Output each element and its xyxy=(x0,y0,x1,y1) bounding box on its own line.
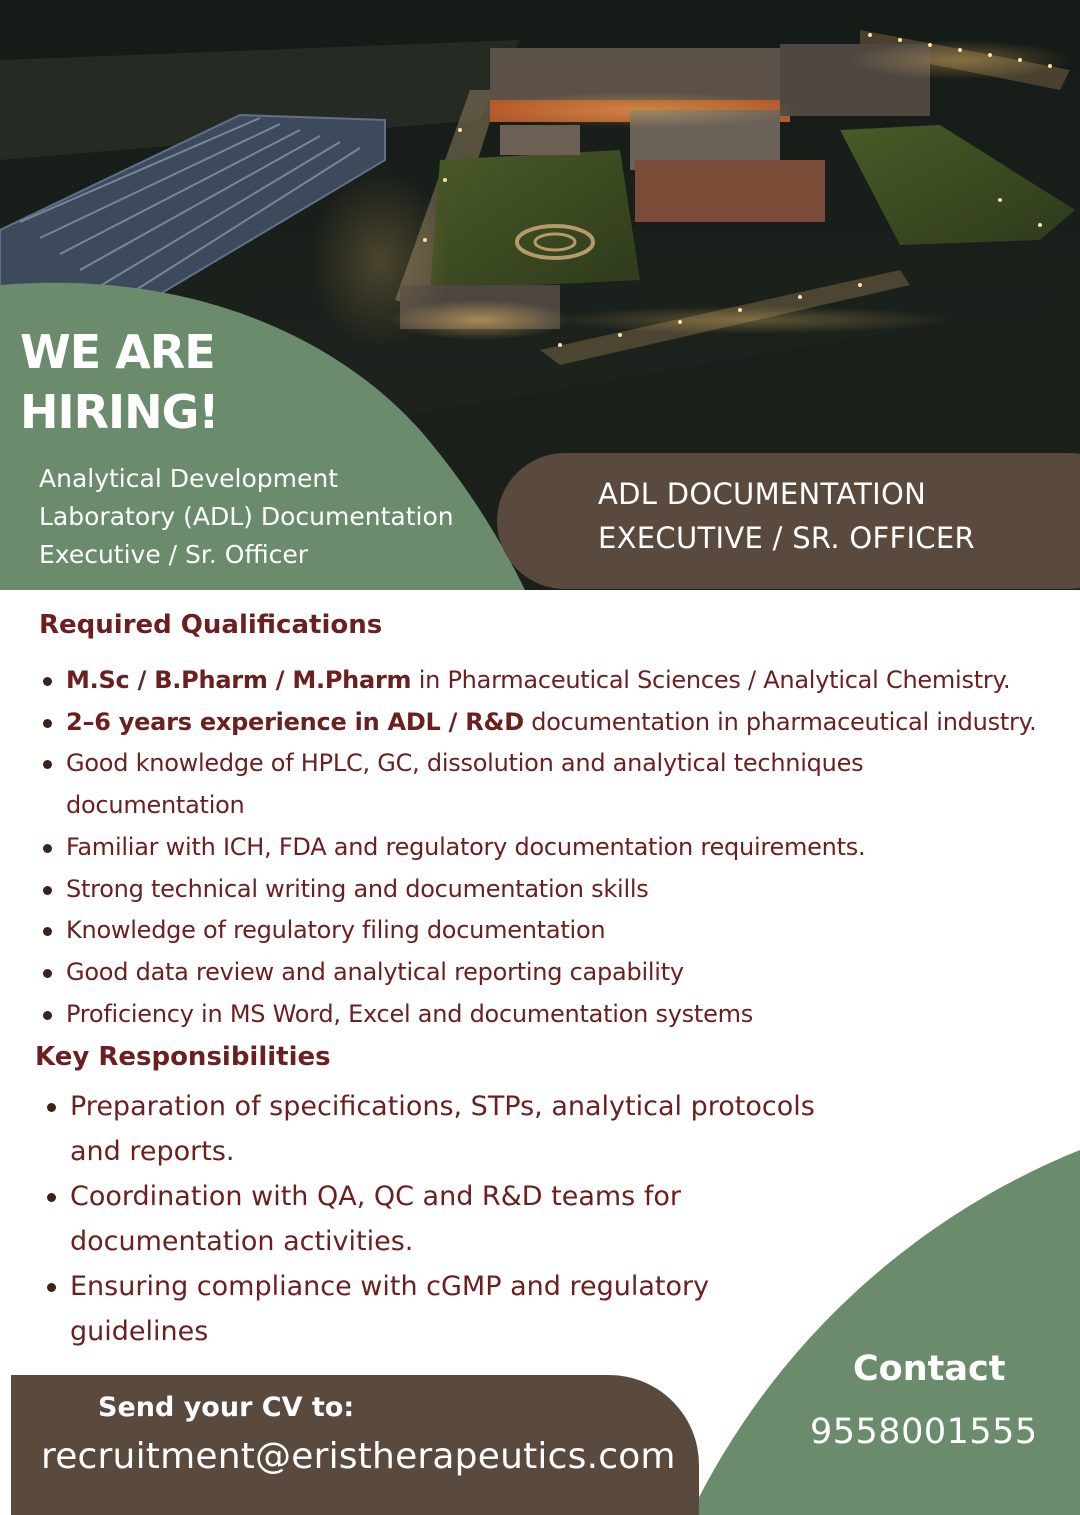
contact-heading: Contact xyxy=(853,1349,1006,1389)
item-text: in Pharmaceutical Sciences / Analytical Chemistry. xyxy=(411,666,1011,694)
list-item xyxy=(66,994,1076,1036)
item-text: Ensuring compliance with cGMP and regulatory guidelines xyxy=(70,1271,710,1347)
headline-line-1: WE ARE xyxy=(20,325,215,379)
item-text: Preparation of specifications, STPs, analytical protocols and reports. xyxy=(70,1091,815,1167)
list-item xyxy=(66,827,1076,869)
item-text: Coordination with QA, QC and R&D teams for documentation activities. xyxy=(70,1181,681,1257)
responsibilities-list xyxy=(70,1084,830,1354)
role-line: ADL DOCUMENTATION xyxy=(598,477,927,511)
item-emphasis: M.Sc / B.Pharm / M.Pharm xyxy=(66,666,412,694)
item-text: Strong technical writing and documentation skills xyxy=(66,874,649,903)
list-item xyxy=(70,1174,710,1264)
role-line: EXECUTIVE / SR. OFFICER xyxy=(598,521,975,555)
item-emphasis: 2–6 years experience in ADL / R&D xyxy=(66,707,524,736)
headline-line-2: HIRING! xyxy=(20,385,219,439)
list-item xyxy=(66,743,916,826)
qualifications-list xyxy=(66,660,1076,1035)
responsibilities-heading: Key Responsibilities xyxy=(35,1042,331,1072)
list-item xyxy=(66,702,1076,744)
item-text: Familiar with ICH, FDA and regulatory documentation requirements. xyxy=(66,832,866,861)
list-item xyxy=(70,1264,730,1354)
email-link[interactable]: recruitment@eristherapeutics.com xyxy=(41,1436,676,1477)
position-subtitle xyxy=(39,460,499,574)
item-text: Good data review and analytical reporting capability xyxy=(66,957,684,986)
list-item xyxy=(66,952,1076,994)
item-text: Good knowledge of HPLC, GC, dissolution and analytical techniques documentation xyxy=(66,749,864,820)
list-item xyxy=(66,869,1076,911)
list-item xyxy=(70,1084,820,1174)
list-item xyxy=(66,910,1076,952)
subtitle-line: Laboratory (ADL) Documentation xyxy=(39,502,454,531)
role-title xyxy=(598,472,975,560)
item-text: documentation in pharmaceutical industry. xyxy=(523,707,1037,736)
cv-label: Send your CV to: xyxy=(98,1392,355,1423)
list-item xyxy=(66,660,1076,702)
item-text: Knowledge of regulatory filing documentation xyxy=(66,916,606,945)
phone-number[interactable]: 9558001555 xyxy=(810,1412,1038,1452)
subtitle-line: Analytical Development xyxy=(39,464,339,493)
subtitle-line: Executive / Sr. Officer xyxy=(39,540,309,569)
qualifications-heading: Required Qualifications xyxy=(39,610,383,640)
item-text: Proficiency in MS Word, Excel and documentation systems xyxy=(66,999,753,1028)
hiring-headline xyxy=(20,322,218,442)
